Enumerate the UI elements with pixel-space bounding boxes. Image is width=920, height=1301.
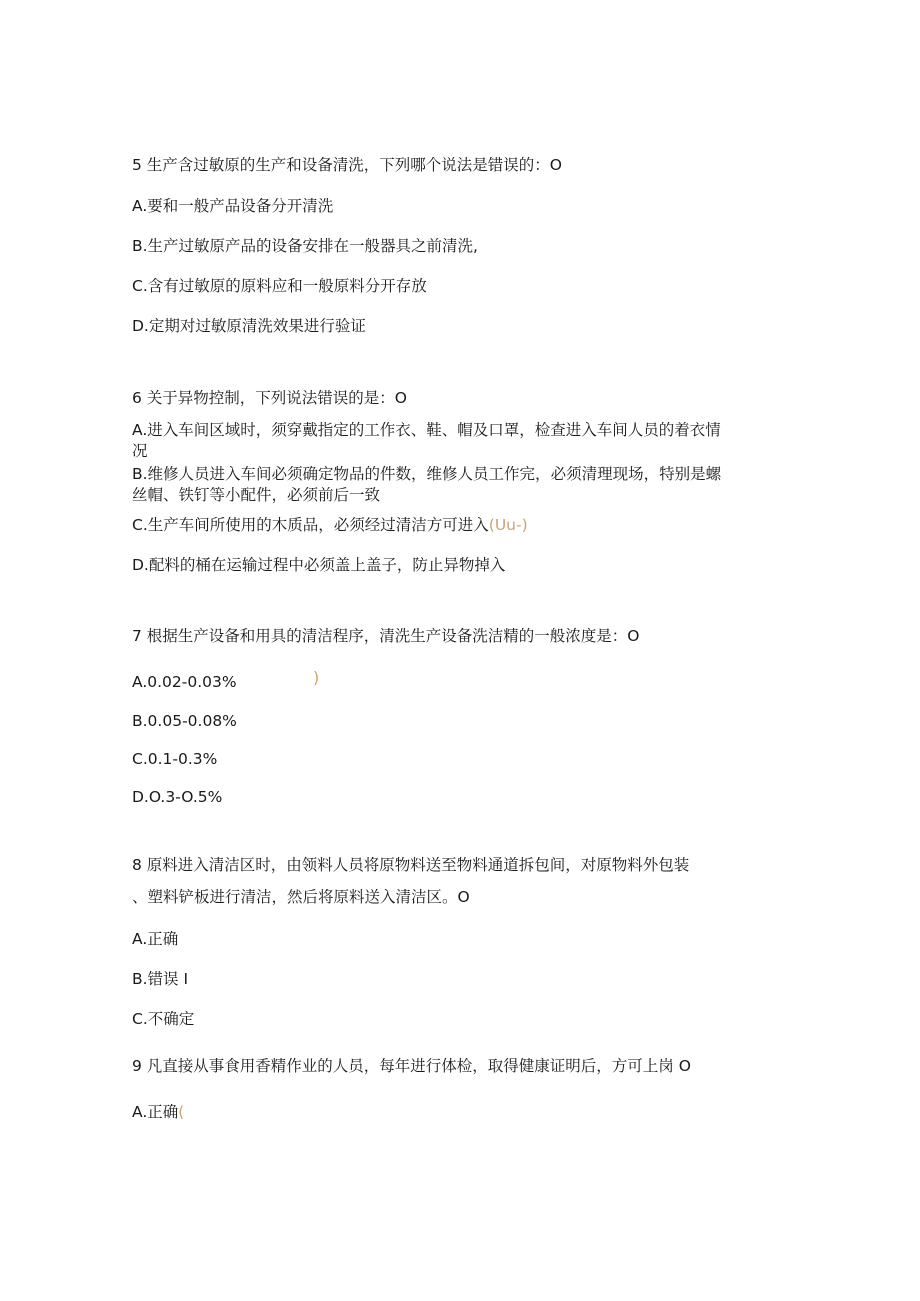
q5-option-b: B.生产过敏原产品的设备安排在一般器具之前清洗, bbox=[132, 237, 478, 255]
q6-option-c bbox=[132, 515, 528, 535]
q6-option-d: D.配料的桶在运输过程中必须盖上盖子，防止异物掉入 bbox=[132, 556, 506, 574]
q8-stem-line2: 、塑料铲板进行清洁，然后将原料送入清洁区。O bbox=[132, 888, 470, 906]
q7-option-b: B.0.05-0.08% bbox=[132, 712, 237, 730]
q9-option-a-text: A.正确 bbox=[132, 1103, 179, 1121]
q5-stem: 5 生产含过敏原的生产和设备清洗，下列哪个说法是错误的：O bbox=[132, 156, 562, 174]
q7-option-d: D.O.3-O.5% bbox=[132, 788, 223, 806]
q8-stem-line1: 8 原料进入清洁区时，由领料人员将原物料送至物料通道拆包间，对原物料外包装 bbox=[132, 856, 690, 874]
q8-option-b: B.错误 I bbox=[132, 970, 189, 988]
q5-option-a: A.要和一般产品设备分开清洗 bbox=[132, 197, 334, 215]
q6-stem: 6 关于异物控制，下列说法错误的是：O bbox=[132, 389, 407, 407]
q7-option-c: C.0.1-0.3% bbox=[132, 750, 218, 768]
q7-option-a: A.0.02-0.03% bbox=[132, 673, 237, 691]
q5-option-c: C.含有过敏原的原料应和一般原料分开存放 bbox=[132, 277, 427, 295]
q8-option-a: A.正确 bbox=[132, 930, 179, 948]
q6-option-c-text: C.生产车间所使用的木质品，必须经过清洁方可进入 bbox=[132, 516, 489, 534]
q6-option-b-line2: 丝帽、铁钉等小配件，必须前后一致 bbox=[132, 486, 381, 504]
q6-option-b-line1: B.维修人员进入车间必须确定物品的件数，维修人员工作完，必须清理现场，特别是螺 bbox=[132, 465, 722, 483]
q9-stem: 9 凡直接从事食用香精作业的人员，每年进行体检，取得健康证明后，方可上岗 O bbox=[132, 1057, 691, 1075]
q8-option-c: C.不确定 bbox=[132, 1010, 195, 1028]
q9-option-a bbox=[132, 1102, 184, 1122]
q6-option-a-line1: A.进入车间区域时，须穿戴指定的工作衣、鞋、帽及口罩，检查进入车间人员的着衣情 bbox=[132, 421, 721, 439]
q7-stem: 7 根据生产设备和用具的清洁程序，清洗生产设备洗洁精的一般浓度是：O bbox=[132, 627, 640, 645]
q7-handwritten-annotation: ) bbox=[313, 668, 320, 687]
q6-option-a-line2: 况 bbox=[132, 442, 148, 460]
q5-option-d: D.定期对过敏原清洗效果进行验证 bbox=[132, 317, 366, 335]
q9-handwritten-annotation: ( bbox=[178, 1103, 185, 1121]
handwritten-annotation: (Uu-) bbox=[488, 516, 528, 534]
